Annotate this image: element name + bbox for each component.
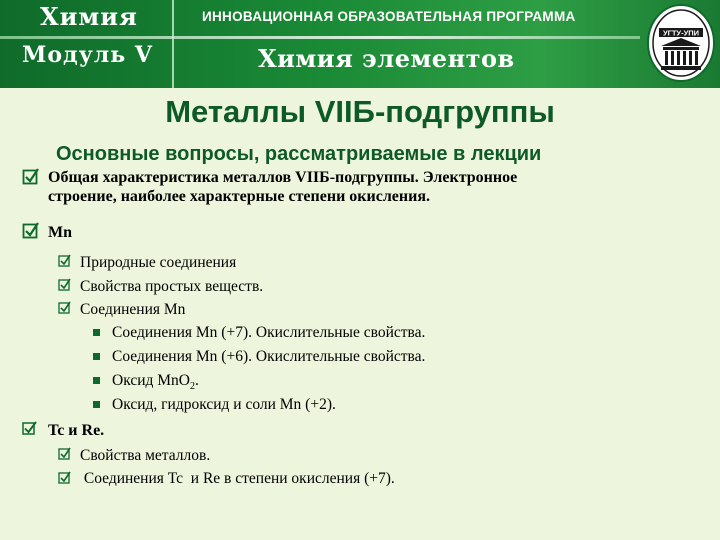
list-item-tc-re: Tc и Re. (48, 422, 105, 439)
subscript: 2 (190, 381, 195, 393)
module-title: Модуль V (22, 42, 153, 68)
section-title: Химия элементов (258, 44, 515, 73)
list-item-mn-compounds: Соединения Mn (80, 301, 186, 318)
program-title: ИННОВАЦИОННАЯ ОБРАЗОВАТЕЛЬНАЯ ПРОГРАММА (202, 9, 576, 24)
check-box-icon (22, 420, 38, 436)
check-box-icon (22, 167, 40, 185)
bullet-square-icon (93, 329, 100, 336)
header-band (0, 0, 720, 88)
slide-title: Металлы VIIБ-подгруппы (165, 94, 555, 129)
list-item-text: Общая характеристика металлов VIIБ-подгруппы. Электронное (48, 169, 518, 186)
list-item-mn-7: Соединения Mn (+7). Окислительные свойства. (112, 324, 426, 341)
list-item-general (48, 168, 517, 206)
header-vertical-divider (172, 0, 174, 88)
list-item-simple-substances: Свойства простых веществ. (80, 278, 264, 295)
list-item-mno2 (112, 371, 199, 396)
check-box-icon (58, 277, 72, 291)
check-box-icon (58, 253, 72, 267)
header-divider (0, 36, 640, 39)
university-logo-icon (645, 2, 717, 84)
list-item-mn-2: Оксид, гидроксид и соли Mn (+2). (112, 396, 336, 413)
list-item-natural-compounds: Природные соединения (80, 254, 237, 271)
check-box-icon (58, 470, 72, 484)
list-item-tc-re-compounds: Соединения Tc и Re в степени окисления (+7). (80, 470, 395, 487)
course-title: Химия (40, 2, 138, 31)
bullet-square-icon (93, 377, 100, 384)
check-box-icon (22, 221, 40, 239)
bullet-square-icon (93, 401, 100, 408)
check-box-icon (58, 446, 72, 460)
logo-text: УГТУ-УПИ (662, 28, 700, 38)
list-item-text: Оксид MnO (112, 372, 190, 389)
list-item-mn: Mn (48, 224, 72, 241)
bullet-square-icon (93, 353, 100, 360)
list-item-metal-properties: Свойства металлов. (80, 447, 211, 464)
check-box-icon (58, 300, 72, 314)
list-item-text: . (195, 372, 199, 389)
slide-subtitle: Основные вопросы, рассматриваемые в лекции (56, 143, 542, 165)
list-item-mn-6: Соединения Mn (+6). Окислительные свойства. (112, 348, 426, 365)
list-item-text: строение, наиболее характерные степени окисления. (48, 188, 430, 205)
